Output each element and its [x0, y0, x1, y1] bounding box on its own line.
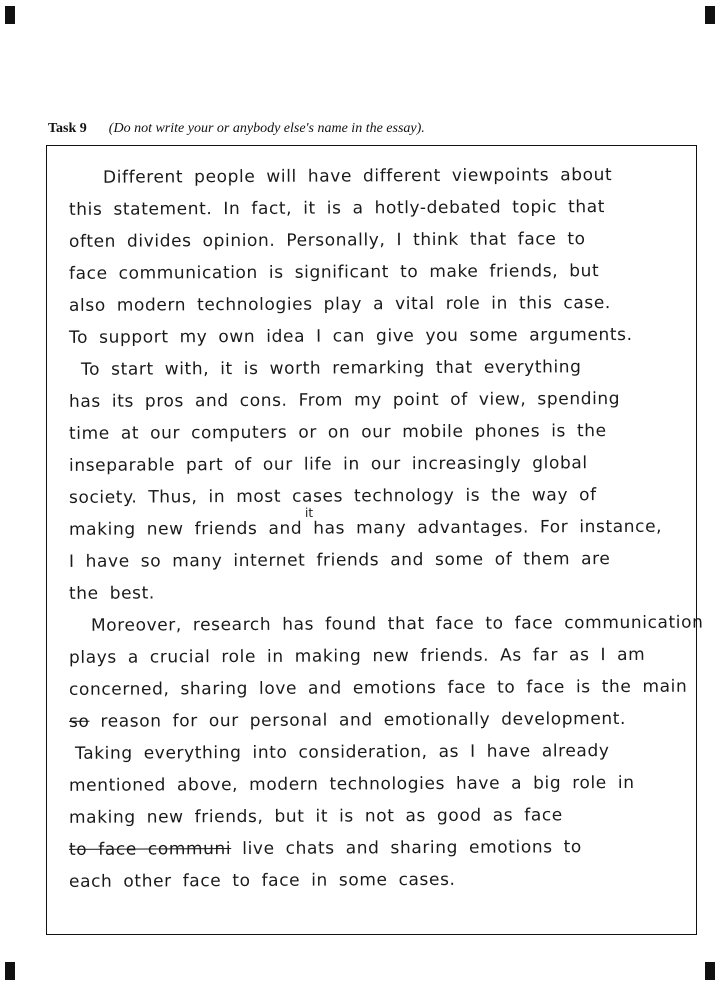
registration-mark [705, 962, 715, 980]
task-instruction: (Do not write your or anybody else's name in the essay). [108, 121, 425, 136]
registration-mark [705, 6, 715, 24]
essay-line: To support my own idea I can give you some arguments. [68, 324, 633, 348]
essay-line: Different people will have different viewpoints about [102, 165, 613, 188]
crossed-out-text: so [68, 711, 90, 732]
essay-line: concerned, sharing love and emotions face to face is the main [68, 676, 688, 700]
essay-line: I have so many internet friends and some of them are [68, 549, 611, 572]
essay-line [47, 836, 720, 860]
essay-line: this statement. In fact, it is a hotly-debated topic that [68, 197, 606, 220]
essay-line [47, 516, 720, 540]
task-header [48, 121, 425, 137]
essay-line-text: making new friends and has many advantages. For instance, [68, 516, 663, 540]
essay-line-text: live chats and sharing emotions to [242, 837, 582, 859]
essay-line: inseparable part of our life in our increasingly global [68, 453, 588, 476]
essay-line [47, 708, 720, 732]
essay-line: the best. [68, 583, 155, 604]
crossed-out-text: to face communi [68, 839, 232, 860]
essay-line: time at our computers or on our mobile phones is the [68, 421, 607, 444]
essay-line: plays a crucial role in making new friends. As far as I am [68, 644, 646, 668]
inserted-word: it [305, 506, 314, 520]
essay-line: face communication is significant to make friends, but [68, 261, 600, 284]
essay-line: mentioned above, modern technologies have a big role in [68, 772, 635, 796]
registration-mark [5, 962, 15, 980]
essay-line: society. Thus, in most cases technology is the way of [68, 485, 597, 508]
task-label: Task 9 [48, 121, 87, 136]
essay-line-text: reason for our personal and emotionally development. [100, 708, 627, 732]
essay-line: often divides opinion. Personally, I think that face to [68, 229, 586, 252]
essay-line: Moreover, research has found that face to face communication [90, 612, 704, 636]
essay-line: also modern technologies play a vital role in this case. [68, 293, 611, 316]
essay-line: making new friends, but it is not as good as face [68, 805, 563, 828]
essay-line: has its pros and cons. From my point of view, spending [68, 388, 621, 412]
essay-line: each other face to face in some cases. [68, 869, 456, 892]
essay-line: Taking everything into consideration, as I have already [74, 741, 610, 764]
essay-line: To start with, it is worth remarking that everything [80, 357, 582, 380]
registration-mark [5, 6, 15, 24]
essay-box [46, 145, 704, 935]
